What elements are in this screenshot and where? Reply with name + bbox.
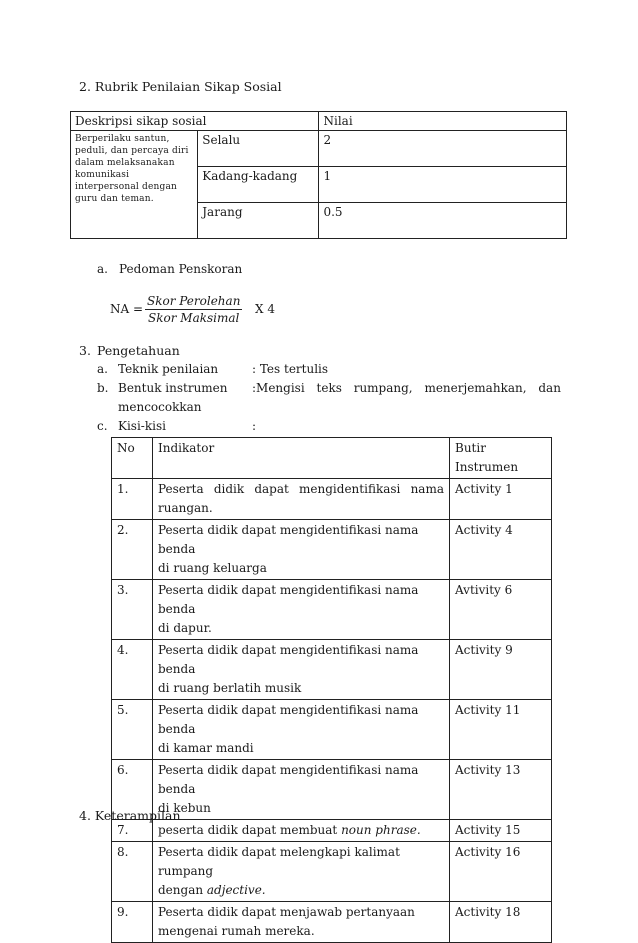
- section-3-num: 3.: [79, 343, 91, 358]
- item-value: : Tes tertulis: [252, 362, 329, 376]
- section-2-heading: 2. Rubrik Penilaian Sikap Sosial: [79, 79, 282, 94]
- rating-label: Selalu: [198, 131, 319, 167]
- row-butir: Activity 11: [450, 700, 552, 760]
- indikator-line: Peserta didik dapat mengidentifikasi nama benda: [158, 583, 419, 616]
- indikator-line: Peserta didik dapat mengidentifikasi nama: [158, 482, 444, 496]
- row-no: 4.: [112, 640, 153, 700]
- row-butir: Activity 4: [450, 520, 552, 580]
- row-indikator: [153, 820, 450, 842]
- row-indikator: [153, 580, 450, 640]
- indikator-line: di ruang keluarga: [158, 561, 267, 575]
- rating-label: Jarang: [198, 203, 319, 239]
- item-value: [252, 381, 561, 395]
- table-row: [112, 700, 552, 760]
- row-indikator: [153, 520, 450, 580]
- row-butir: Activity 15: [450, 820, 552, 842]
- rating-value: 1: [319, 167, 567, 203]
- indikator-line: Peserta didik dapat mengidentifikasi nama benda: [158, 703, 419, 736]
- row-no: 8.: [112, 842, 153, 902]
- row-butir: Activity 13: [450, 760, 552, 820]
- sikap-sosial-table: [70, 111, 567, 239]
- table-row: [112, 580, 552, 640]
- header-no: No: [112, 438, 153, 479]
- indikator-line: ruangan.: [158, 501, 213, 515]
- indikator-line: Peserta didik dapat mengidentifikasi nama benda: [158, 643, 419, 676]
- section-4-heading: 4. Keterampilan: [79, 808, 181, 823]
- row-indikator: [153, 902, 450, 943]
- row-butir: Activity 16: [450, 842, 552, 902]
- rating-label: Kadang-kadang: [198, 167, 319, 203]
- formula-denominator: Skor Maksimal: [148, 311, 240, 325]
- kisi-kisi-table: [111, 437, 552, 943]
- row-indikator: [153, 700, 450, 760]
- item-letter: a.: [97, 362, 108, 376]
- table-row: [112, 479, 552, 520]
- section-3-heading: Pengetahuan: [97, 343, 180, 358]
- row-no: 3.: [112, 580, 153, 640]
- indikator-line: di ruang berlatih musik: [158, 681, 302, 695]
- indikator-line: di kebun: [158, 801, 211, 815]
- row-no: 1.: [112, 479, 153, 520]
- item-value: :: [252, 419, 257, 433]
- item-value-word: menerjemahkan,: [424, 381, 527, 395]
- header-butir: Butir Instrumen: [450, 438, 552, 479]
- row-butir: Activity 1: [450, 479, 552, 520]
- row-no: 5.: [112, 700, 153, 760]
- col-nilai-header: Nilai: [319, 112, 567, 131]
- item-letter: b.: [97, 381, 109, 395]
- indikator-text: dengan: [158, 883, 207, 897]
- formula-fraction: [145, 294, 242, 325]
- row-butir: Avtivity 6: [450, 580, 552, 640]
- indikator-line: [158, 881, 444, 900]
- indikator-emphasis: adjective.: [206, 883, 266, 897]
- table-row: [112, 520, 552, 580]
- item-value-word: rumpang,: [353, 381, 413, 395]
- header-indikator: Indikator: [153, 438, 450, 479]
- indikator-line: Peserta didik dapat menjawab pertanyaan: [158, 905, 415, 919]
- item-value-word: :Mengisi: [252, 381, 305, 395]
- item-letter: c.: [97, 419, 108, 433]
- row-no: 7.: [112, 820, 153, 842]
- row-indikator: [153, 479, 450, 520]
- item-value-cont: mencocokkan: [118, 400, 202, 414]
- row-indikator: [153, 842, 450, 902]
- row-no: 9.: [112, 902, 153, 943]
- item-label: Kisi-kisi: [118, 419, 166, 433]
- indikator-line: Peserta didik dapat mengidentifikasi nama benda: [158, 523, 419, 556]
- table-row: [112, 902, 552, 943]
- indikator-line: Peserta didik dapat mengidentifikasi nama benda: [158, 763, 419, 796]
- rating-value: 2: [319, 131, 567, 167]
- desc-cell: Berperilaku santun, peduli, dan percaya diri dalam melaksanakan komunikasi interpersonal dengan guru dan teman.: [71, 131, 198, 239]
- sub-a-text: Pedoman Penskoran: [119, 262, 243, 276]
- item-label: Teknik penilaian: [118, 362, 219, 376]
- row-no: 2.: [112, 520, 153, 580]
- sub-a-letter: a.: [97, 262, 108, 276]
- item-value-word: dan: [538, 381, 561, 395]
- item-label: Bentuk instrumen: [118, 381, 228, 395]
- indikator-line: di kamar mandi: [158, 741, 254, 755]
- indikator-emphasis: noun phrase.: [341, 823, 421, 837]
- rating-value: 0.5: [319, 203, 567, 239]
- row-no: 6.: [112, 760, 153, 820]
- table-row: [112, 842, 552, 902]
- row-butir: Activity 9: [450, 640, 552, 700]
- indikator-text: peserta didik dapat membuat: [158, 823, 342, 837]
- row-indikator: [153, 640, 450, 700]
- formula-numerator: Skor Perolehan: [147, 294, 241, 308]
- table-row: [112, 640, 552, 700]
- indikator-line: mengenai rumah mereka.: [158, 924, 315, 938]
- indikator-line: Peserta didik dapat melengkapi kalimat rumpang: [158, 845, 400, 878]
- indikator-line: di dapur.: [158, 621, 212, 635]
- row-indikator: [153, 760, 450, 820]
- col-desc-header: Deskripsi sikap sosial: [71, 112, 319, 131]
- formula-lhs: NA =: [110, 302, 144, 316]
- formula-rhs: X 4: [255, 302, 275, 316]
- row-butir: Activity 18: [450, 902, 552, 943]
- item-value-word: teks: [316, 381, 342, 395]
